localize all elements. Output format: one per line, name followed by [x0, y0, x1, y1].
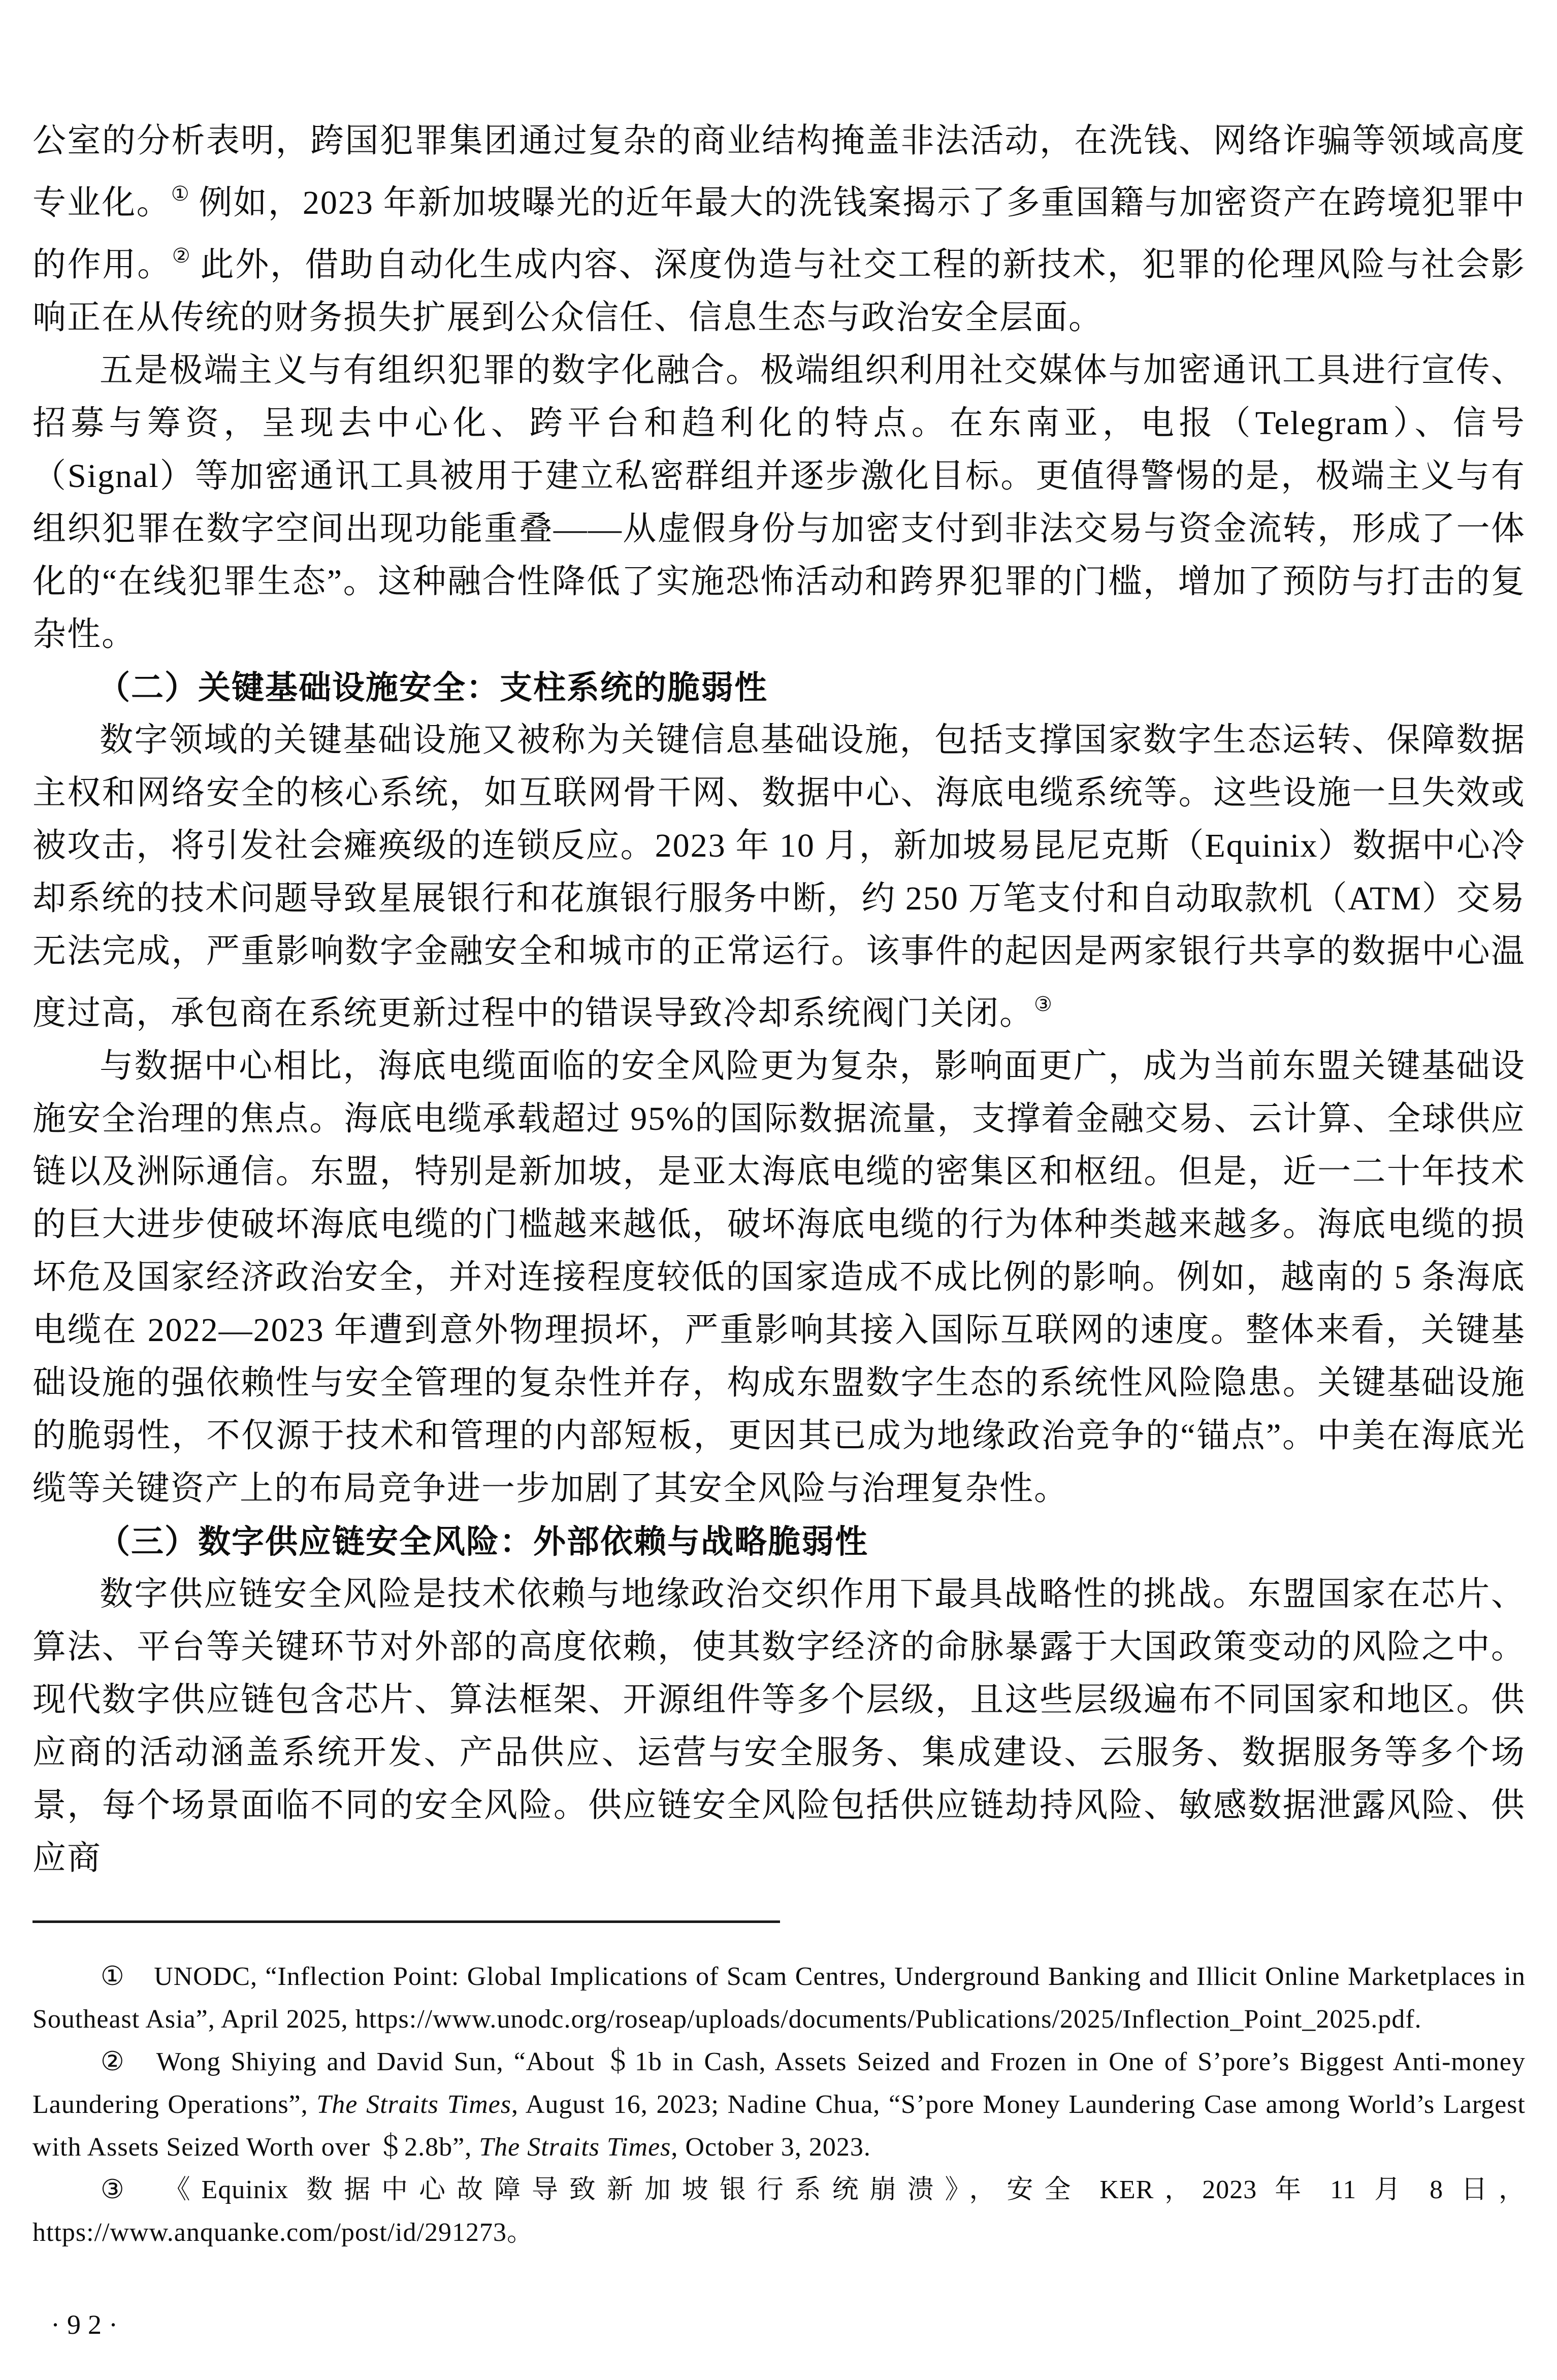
- page-body: [33, 115, 1526, 1885]
- footnote-text: Wong Shiying and David Sun, “About ＄1b in Cash, Assets Seized and Frozen in One of S’pore’s Biggest Anti-money Laundering Operations”, The Straits Times, August 16, 2023; Nadine Chua, “S’pore Money Laundering Case among World’s Largest with Assets Seized Worth over ＄2.8b”, The Straits Times, October 3, 2023.: [33, 2047, 1526, 2162]
- body-paragraph-5: 数字供应链安全风险是技术依赖与地缘政治交织作用下最具战略性的挑战。东盟国家在芯片、算法、平台等关键环节对外部的高度依赖，使其数字经济的命脉暴露于大国政策变动的风险之中。现代数字供应链包含芯片、算法框架、开源组件等多个层级，且这些层级遍布不同国家和地区。供应商的活动涵盖系统开发、产品供应、运营与安全服务、集成建设、云服务、数据服务等多个场景，每个场景面临不同的安全风险。供应链安全风险包括供应链劫持风险、敏感数据泄露风险、供应商: [33, 1576, 1526, 1877]
- section-heading-three: （三）数字供应链安全风险：外部依赖与战略脆弱性: [98, 1523, 868, 1560]
- footnote-item-3: [33, 2169, 1526, 2254]
- body-paragraph-1: 公室的分析表明，跨国犯罪集团通过复杂的商业结构掩盖非法活动，在洗钱、网络诈骗等领域高度专业化。① 例如，2023 年新加坡曝光的近年最大的洗钱案揭示了多重国籍与加密资产在跨境犯罪中的作用。② 此外，借助自动化生成内容、深度伪造与社交工程的新技术，犯罪的伦理风险与社会影响正在从传统的财务损失扩展到公众信任、信息生态与政治安全层面。: [33, 122, 1526, 336]
- footnote-separator: [33, 1920, 780, 1923]
- body-paragraph-2: 五是极端主义与有组织犯罪的数字化融合。极端组织利用社交媒体与加密通讯工具进行宣传、招募与筹资，呈现去中心化、跨平台和趋利化的特点。在东南亚，电报（Telegram）、信号（Signal）等加密通讯工具被用于建立私密群组并逐步激化目标。更值得警惕的是，极端主义与有组织犯罪在数字空间出现功能重叠——从虚假身份与加密支付到非法交易与资金流转，形成了一体化的“在线犯罪生态”。这种融合性降低了实施恐怖活动和跨界犯罪的门槛，增加了预防与打击的复杂性。: [33, 352, 1526, 653]
- footnote-item-2: [33, 2041, 1526, 2169]
- footnote-text: 《Equinix 数据中心故障导致新加坡银行系统崩溃》，安全 KER，2023 年 11 月 8 日，https://www.anquanke.com/post/id/291273。: [33, 2175, 1526, 2247]
- body-paragraph-4: 与数据中心相比，海底电缆面临的安全风险更为复杂，影响面更广，成为当前东盟关键基础设施安全治理的焦点。海底电缆承载超过 95%的国际数据流量，支撑着金融交易、云计算、全球供应链以及洲际通信。东盟，特别是新加坡，是亚太海底电缆的密集区和枢纽。但是，近一二十年技术的巨大进步使破坏海底电缆的门槛越来越低，破坏海底电缆的行为体种类越来越多。海底电缆的损坏危及国家经济政治安全，并对连接程度较低的国家造成不成比例的影响。例如，越南的 5 条海底电缆在 2022—2023 年遭到意外物理损坏，严重影响其接入国际互联网的速度。整体来看，关键基础设施的强依赖性与安全管理的复杂性并存，构成东盟数字生态的系统性风险隐患。关键基础设施的脆弱性，不仅源于技术和管理的内部短板，更因其已成为地缘政治竞争的“锚点”。中美在海底光缆等关键资产上的布局竞争进一步加剧了其安全风险与治理复杂性。: [33, 1048, 1526, 1507]
- footnote-list: [33, 1955, 1526, 2254]
- footnote-marker: ①: [101, 1962, 126, 1991]
- page-number: ·92·: [51, 2309, 125, 2340]
- footnote-marker: ③: [101, 2175, 136, 2204]
- footnote-item-1: [33, 1955, 1526, 2041]
- section-heading-two: （二）关键基础设施安全：支柱系统的脆弱性: [98, 669, 768, 706]
- footnote-marker: ②: [101, 2047, 128, 2076]
- footnote-text: UNODC, “Inflection Point: Global Implications of Scam Centres, Underground Banking and Illicit Online Marketplaces in Southeast Asia”, April 2025, https://www.unodc.org/roseap/uploads/documents/Publications/2025/Inflection_Point_2025.pdf.: [33, 1962, 1526, 2034]
- body-paragraph-3: 数字领域的关键基础设施又被称为关键信息基础设施，包括支撑国家数字生态运转、保障数据主权和网络安全的核心系统，如互联网骨干网、数据中心、海底电缆系统等。这些设施一旦失效或被攻击，将引发社会瘫痪级的连锁反应。2023 年 10 月，新加坡易昆尼克斯（Equinix）数据中心冷却系统的技术问题导致星展银行和花旗银行服务中断，约 250 万笔支付和自动取款机（ATM）交易无法完成，严重影响数字金融安全和城市的正常运行。该事件的起因是两家银行共享的数据中心温度过高，承包商在系统更新过程中的错误导致冷却系统阀门关闭。③: [33, 722, 1526, 1032]
